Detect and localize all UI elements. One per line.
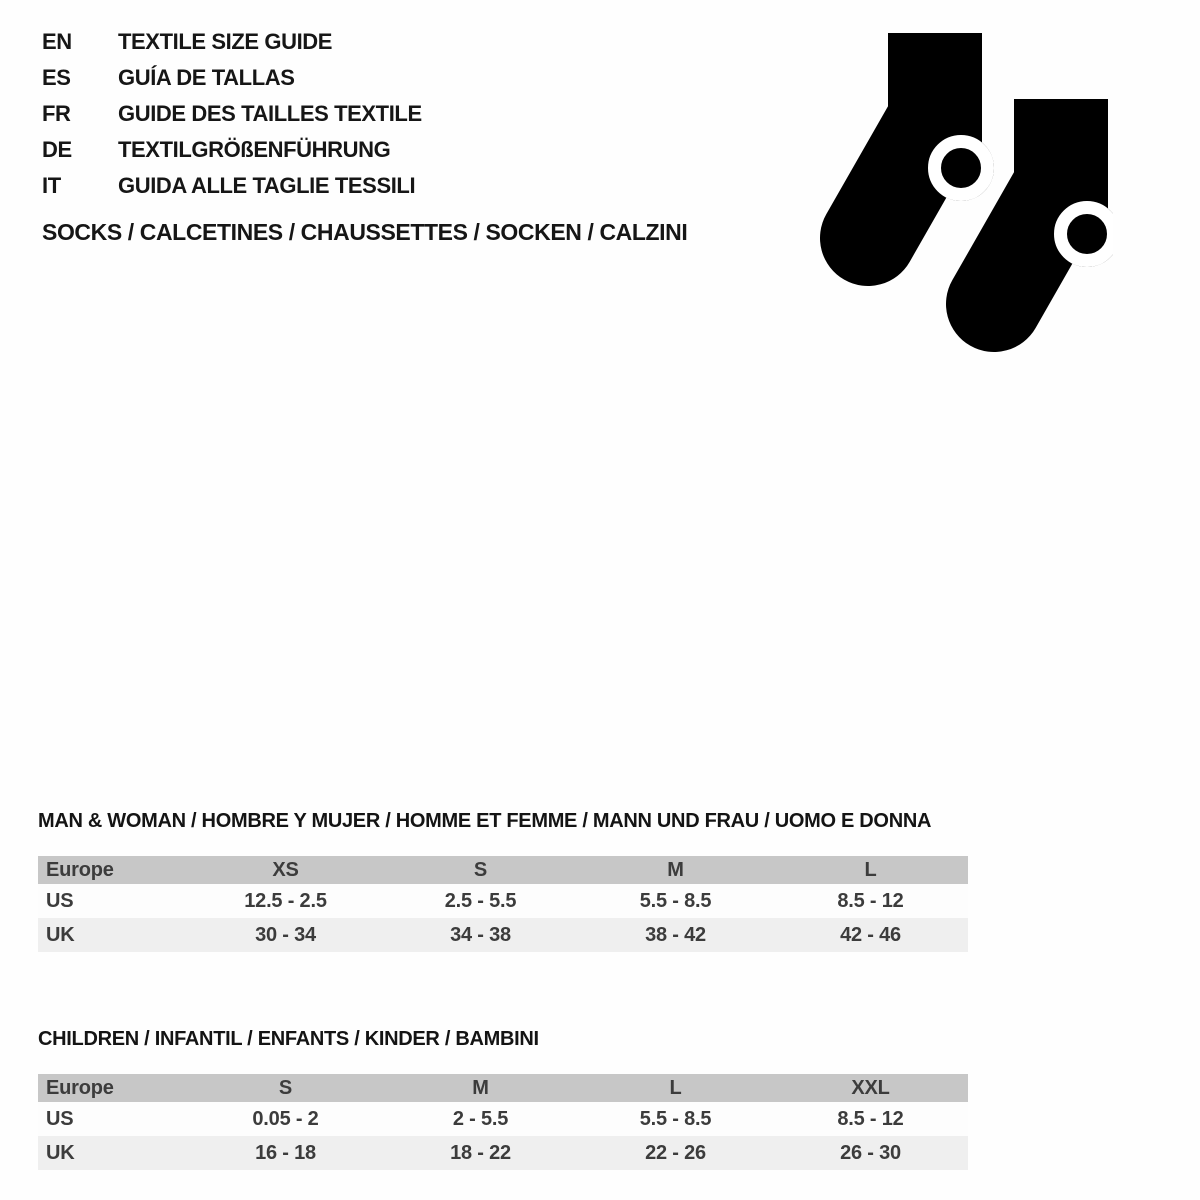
size-cell: 16 - 18 [255,1141,316,1164]
table-header-row [38,1074,968,1102]
man-woman-size-section [38,808,968,952]
column-header-size: XXL [851,1076,890,1099]
size-cell: 2.5 - 5.5 [444,889,517,912]
size-cell: 18 - 22 [450,1141,511,1164]
language-title: TEXTILE SIZE GUIDE [118,29,333,54]
row-label: UK [46,1141,75,1164]
language-row-it [42,168,687,204]
language-title: TEXTILGRÖßENFÜHRUNG [118,137,391,162]
size-cell: 38 - 42 [645,923,706,946]
size-cell: 0.05 - 2 [252,1107,319,1130]
language-code: IT [42,173,61,198]
column-header-size: M [667,858,684,881]
size-cell: 12.5 - 2.5 [244,889,327,912]
language-title: GUÍA DE TALLAS [118,65,295,90]
size-cell: 8.5 - 12 [837,1107,904,1130]
language-code: EN [42,29,72,54]
size-cell: 2 - 5.5 [452,1107,509,1130]
language-code: DE [42,137,72,162]
language-code: FR [42,101,71,126]
man-woman-size-table [38,856,968,952]
column-header-size: XS [272,858,299,881]
table-header-row [38,856,968,884]
row-label: US [46,889,74,912]
table-row-uk [38,1136,968,1170]
size-cell: 30 - 34 [255,923,316,946]
table-row-us [38,884,968,918]
man-woman-table-title: MAN & WOMAN / HOMBRE Y MUJER / HOMME ET FEMME / MANN UND FRAU / UOMO E DONNA [38,810,932,832]
language-row-de [42,132,687,168]
size-cell: 8.5 - 12 [837,889,904,912]
column-header-size: S [278,1076,293,1099]
children-size-section [38,1026,968,1170]
language-title: GUIDE DES TAILLES TEXTILE [118,101,422,126]
product-category-line: SOCKS / CALCETINES / CHAUSSETTES / SOCKEN / CALZINI [42,219,688,245]
column-header-size: L [864,858,877,881]
children-size-table [38,1074,968,1170]
language-row-es [42,60,687,96]
size-cell: 34 - 38 [450,923,511,946]
table-row-uk [38,918,968,952]
language-title: GUIDA ALLE TAGLIE TESSILI [118,173,416,198]
row-label: US [46,1107,74,1130]
column-header-size: L [669,1076,682,1099]
language-row-fr [42,96,687,132]
language-code: ES [42,65,71,90]
size-cell: 42 - 46 [840,923,901,946]
column-header-region: Europe [46,1076,114,1099]
column-header-size: S [473,858,488,881]
children-table-title: CHILDREN / INFANTIL / ENFANTS / KINDER / BAMBINI [38,1028,539,1050]
column-header-size: M [472,1076,489,1099]
language-title-list [42,24,687,246]
language-row-en [42,24,687,60]
column-header-region: Europe [46,858,114,881]
size-cell: 5.5 - 8.5 [639,1107,712,1130]
table-row-us [38,1102,968,1136]
size-cell: 22 - 26 [645,1141,706,1164]
size-cell: 26 - 30 [840,1141,901,1164]
row-label: UK [46,923,75,946]
size-cell: 5.5 - 8.5 [639,889,712,912]
socks-icon [818,28,1113,358]
